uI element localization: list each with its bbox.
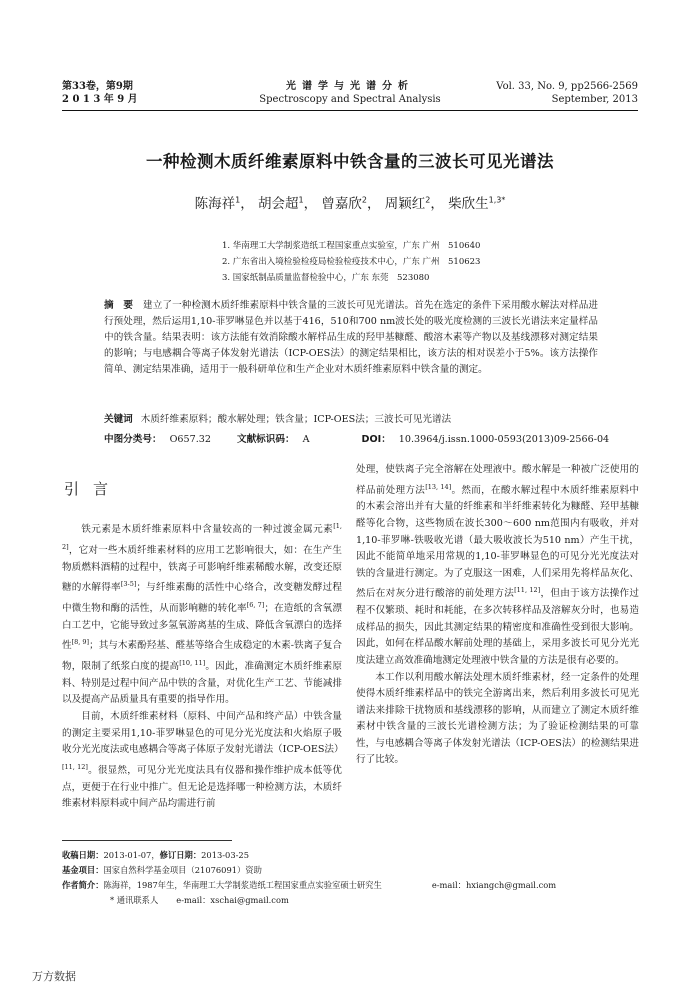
citation[interactable]: [8, 9] <box>71 638 90 647</box>
citation[interactable]: [11, 12] <box>62 762 88 771</box>
keywords-label: 关键词 <box>104 414 133 425</box>
affiliations <box>222 238 480 286</box>
citation[interactable]: [6, 7] <box>246 600 265 609</box>
author: 周颖红$^2$ <box>384 195 431 212</box>
footnote-author-bio: 作者简介：陈海祥，1987年生，华南理工大学制浆造纸工程国家重点实验室硕士研究生 e-mail：hxiangch@gmail.com <box>62 880 557 890</box>
footnote-fund: 基金项目：国家自然科学基金项目（21076091）资助 <box>62 865 262 875</box>
journal-name-en: Spectroscopy and Spectral Analysis <box>259 94 441 105</box>
abstract <box>104 298 598 378</box>
affiliation: 3. 国家纸制品质量监督检验中心，广东 东莞 523080 <box>222 273 430 283</box>
body-column-left <box>62 518 342 813</box>
author-email[interactable]: e-mail：hxiangch@gmail.com <box>431 880 557 890</box>
author: 曾嘉欣$^2$ <box>321 195 367 212</box>
citation[interactable]: [11, 12] <box>514 586 541 595</box>
author-list: 陈海祥$^1$， 胡会超$^1$， 曾嘉欣$^2$， 周颖红$^2$， 柴欣生$^{1,3*}$ <box>194 195 506 212</box>
keywords-text: 木质纤维素原料；酸水解处理；铁含量；ICP-OES法；三波长可见光谱法 <box>140 414 452 425</box>
doi-label: DOI： <box>361 434 391 445</box>
header-rule <box>62 110 638 111</box>
paragraph: 铁元素是木质纤维素原料中含量较高的一种过渡金属元素[1, 2]，它对一些木质纤维素材料的应用工艺影响很大，如：在生产生物质燃料酒精的过程中，铁离子可影响纤维素稀酸水解，改变还原糖的水解得率[3-5]；与纤维素酶的活性中心络合，改变糖发酵过程中微生物和酶的活性，从而影响糖的转化率[6, 7]；在造纸的含氧漂白工艺中，它能导致过多氢氧游离基的生成、降低含氧漂白的选择性[8, 9]；其与木素酚羟基、醛基等络合生成稳定的木素-铁离子复合物，限制了纸浆白度的提高[10, 11]。因此，准确测定木质纤维素原料、特别是过程中间产品中铁的含量，对优化生产工艺、节能减排以及提高产品质量具有重要的指导作用。 <box>62 522 343 706</box>
citation[interactable]: [10, 11] <box>179 659 206 668</box>
footnotes <box>62 848 642 908</box>
author: 陈海祥$^1$ <box>194 195 241 212</box>
abstract-label: 摘 要 <box>104 300 134 311</box>
header-date-en: September, 2013 <box>551 94 638 105</box>
corresponding-email[interactable]: e-mail：xschai@gmail.com <box>176 895 289 905</box>
author: 柴欣生$^{1,3*}$ <box>448 195 506 212</box>
header-date-cn: 2 0 1 3 年 9 月 <box>62 94 138 105</box>
doi-link[interactable]: 10.3964/j.issn.1000-0593(2013)09-2566-04 <box>398 434 610 445</box>
journal-name-cn: 光谱学与光谱分析 <box>286 81 414 92</box>
paragraph: 目前，木质纤维素材料（原料、中间产品和终产品）中铁含量的测定主要采用1,10-菲罗啉显色的可见分光光度法和火焰原子吸收分光光度法或电感耦合等离子体原子发射光谱法（ICP-OES法）[11, 12]。很显然，可见分光光度法具有仪器和操作维护成本低等优点，更便于在行业中推广。但无论是选择哪一种检测方法，木质纤维素材料原料或中间产品均需进行前 <box>62 711 344 810</box>
header-vol-en: Vol. 33, No. 9, pp2566-2569 <box>496 81 638 92</box>
keywords <box>104 412 598 428</box>
clc-label: 中图分类号： <box>104 434 162 445</box>
header-vol-cn: 第33卷，第9期 <box>62 81 133 92</box>
citation[interactable]: [1, 2] <box>62 522 342 551</box>
affiliation: 2. 广东省出入境检验检疫局检验检疫技术中心，广东 广州 510623 <box>222 257 481 267</box>
classification-line <box>104 432 610 448</box>
paragraph: 处理，使铁离子完全溶解在处理液中。酸水解是一种被广泛使用的样品前处理方法[13, 14]。然而，在酸水解过程中木质纤维素原料中的木素会溶出并有大量的纤维素和半纤维素转化为糠醛、羟甲基糠醛等化合物，这些物质在波长300～600 nm范围内有吸收，并对1,10-菲罗啉-铁吸收光谱（最大吸收波长为510 nm）产生干扰，因此不能简单地采用常规的1,10-菲罗啉显色的可见分光光度法对铁的含量进行测定。为了克服这一困难，人们采用先将样品灰化、然后在对灰分进行酸溶的前处理方法[11, 12]，但由于该方法操作过程不仅繁琐、耗时和耗能，在多次转移样品及溶解灰分时，也易造成样品的损失，因此其测定结果的精密度和准确性受到很大影响。因此，如何在样品酸水解前处理的基础上，采用多波长可见分光光度法建立高效准确地测定处理液中铁含量的方法是很有必要的。 <box>356 464 640 666</box>
doc-code: A <box>302 434 310 445</box>
affiliation: 1. 华南理工大学制浆造纸工程国家重点实验室，广东 广州 510640 <box>222 241 481 251</box>
footnote-rule <box>62 840 232 841</box>
author: 胡会超$^1$ <box>257 195 304 212</box>
body-column-right <box>356 462 639 769</box>
clc-code: O657.32 <box>169 434 211 445</box>
citation[interactable]: [13, 14] <box>425 482 452 491</box>
citation[interactable]: [3-5] <box>120 580 137 589</box>
footnote-corresponding: * 通讯联系人 e-mail：xschai@gmail.com <box>110 895 289 905</box>
running-header <box>62 80 638 110</box>
abstract-text: 建立了一种检测木质纤维素原料中铁含量的三波长可见光谱法。首先在选定的条件下采用酸水解法对样品进行预处理，然后运用1,10-菲罗啉显色并以基于416，510和700 nm波长处的吸光度检测的三波长光谱法来定量样品中的铁含量。结果表明：该方法能有效消除酸水解样品生成的羟甲基糠醛、酸溶木素等产物以及基线漂移对测定结果的影响；与电感耦合等离子体发射光谱法（ICP-OES法）的测定结果相比，该方法的相对误差小于5%。该方法操作简单、测定结果准确，适用于一般科研单位和生产企业对木质纤维素原料中铁含量的测定。 <box>104 300 599 375</box>
watermark: 万方数据 <box>32 970 76 983</box>
paragraph: 本工作以利用酸水解法处理木质纤维素材，经一定条件的处理使得木质纤维素样品中的铁完全游离出来，然后利用多波长可见光谱法来排除干扰物质和基线漂移的影响，从而建立了测定木质纤维素材中铁含量的三波长光谱检测方法；为了验证检测结果的可靠性，与电感耦合等离子体发射光谱法（ICP-OES法）的检测结果进行了比较。 <box>356 671 639 766</box>
header-volume-en <box>496 80 638 106</box>
section-heading-introduction: 引言 <box>64 480 123 498</box>
doc-code-label: 文献标识码： <box>237 434 295 445</box>
footnote-dates: 收稿日期：2013-01-07，修订日期：2013-03-25 <box>62 850 249 860</box>
paper-title: 一种检测木质纤维素原料中铁含量的三波长可见光谱法 <box>146 152 554 171</box>
